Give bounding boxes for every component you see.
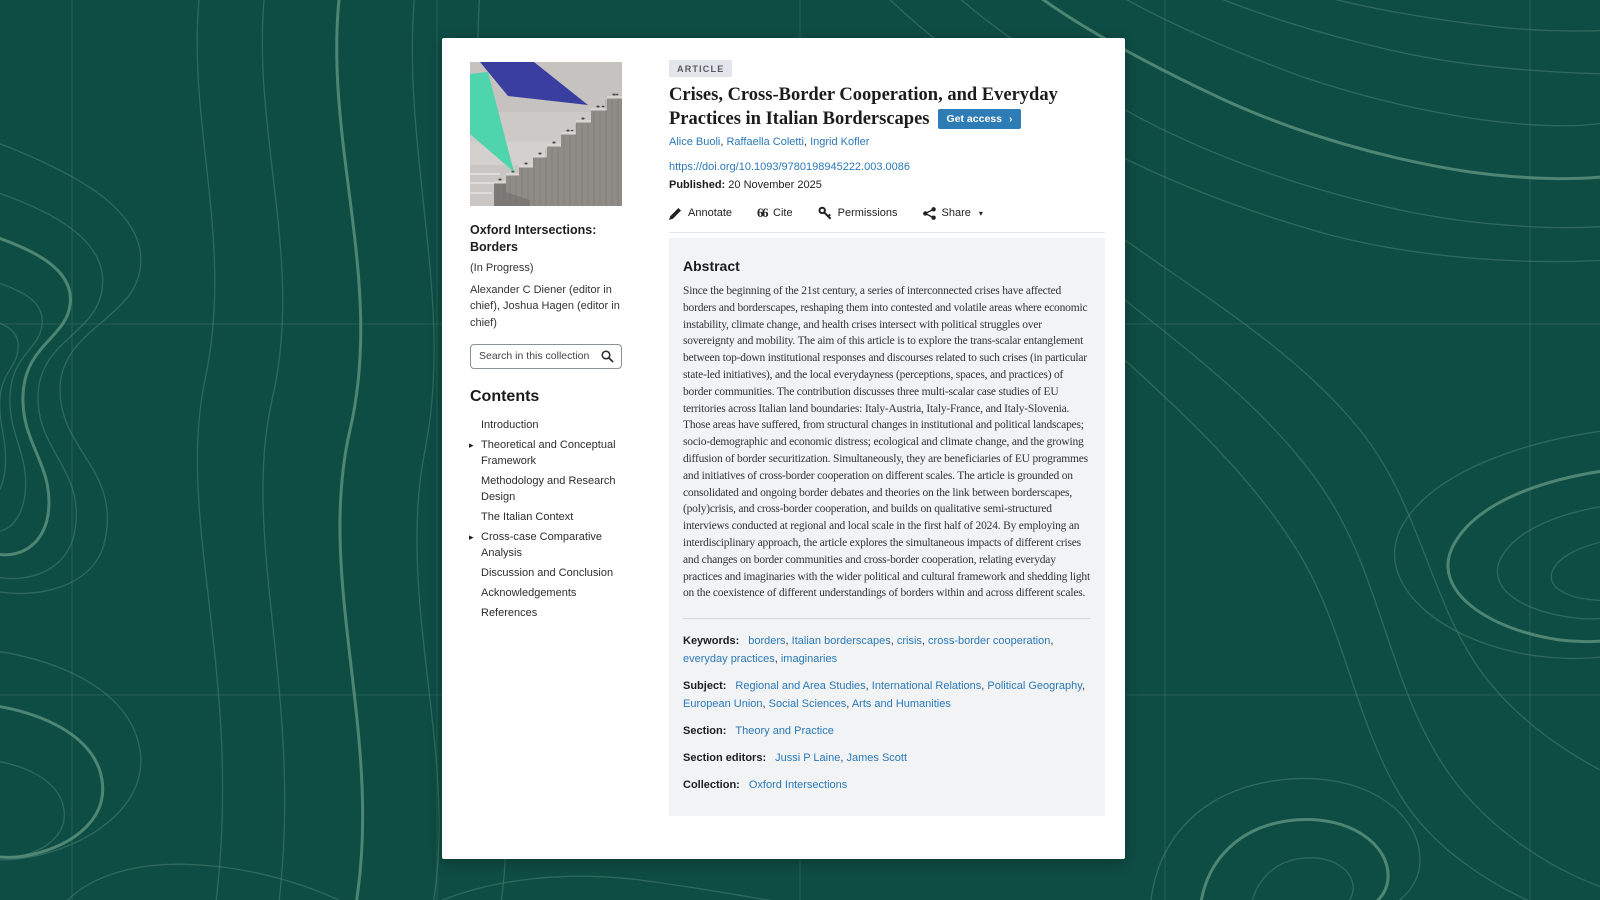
- comma-separator: ,: [774, 653, 781, 666]
- article-type-badge: ARTICLE: [669, 60, 732, 77]
- collection-label: Collection:: [683, 779, 740, 792]
- annotate-label: Annotate: [688, 207, 733, 219]
- subject-links: [683, 680, 1085, 710]
- author-list: [669, 136, 1105, 148]
- share-button[interactable]: [923, 207, 983, 220]
- toc-item[interactable]: [470, 437, 622, 469]
- published-row: [669, 179, 1105, 191]
- action-bar: [669, 206, 1105, 220]
- toc-item[interactable]: [470, 585, 622, 601]
- collection-status: (In Progress): [470, 262, 534, 274]
- share-label: Share: [941, 207, 971, 219]
- link[interactable]: borders: [748, 635, 786, 648]
- link[interactable]: Alice Buoli: [669, 136, 721, 148]
- link[interactable]: Raffaella Coletti: [726, 136, 804, 148]
- expand-arrow-icon[interactable]: ▸: [469, 531, 474, 542]
- toc-label: Discussion and Conclusion: [481, 566, 614, 579]
- link[interactable]: European Union: [683, 698, 763, 711]
- collection-editors: Alexander C Diener (editor in chief), Joshua Hagen (editor in chief): [470, 284, 620, 329]
- keywords-label: Keywords:: [683, 635, 740, 648]
- abstract-panel: [669, 238, 1105, 816]
- collection-row: [683, 776, 1091, 794]
- section-label: Section:: [683, 725, 727, 738]
- keywords-row: [683, 632, 1091, 668]
- comma-separator: ,: [762, 698, 769, 711]
- article-title: [669, 83, 1105, 131]
- toc-label: The Italian Context: [481, 510, 574, 523]
- toc-item[interactable]: [470, 565, 622, 581]
- toc-label: Theoretical and Conceptual Framework: [481, 438, 616, 467]
- collection-sidebar: [470, 62, 622, 625]
- cite-button[interactable]: [757, 207, 793, 219]
- link[interactable]: crisis: [896, 635, 922, 648]
- expand-arrow-icon[interactable]: ▸: [469, 439, 474, 450]
- link[interactable]: Arts and Humanities: [851, 698, 951, 711]
- toc-label: Acknowledgements: [481, 586, 577, 599]
- subject-label: Subject:: [683, 680, 727, 693]
- get-access-label: Get access: [946, 113, 1002, 125]
- toc-label: Methodology and Research Design: [481, 474, 616, 503]
- section-row: [683, 722, 1091, 740]
- comma-separator: ,: [803, 136, 811, 148]
- link[interactable]: International Relations: [871, 680, 982, 693]
- quote-icon: 66: [757, 205, 768, 220]
- section-editors-label: Section editors:: [683, 752, 767, 765]
- subject-row: [683, 677, 1091, 713]
- toc-item[interactable]: [470, 529, 622, 561]
- toc-item[interactable]: [470, 605, 622, 621]
- comma-separator: ,: [846, 698, 852, 711]
- link[interactable]: Jussi P Laine: [775, 752, 841, 765]
- contents-list: [470, 417, 622, 621]
- toc-item[interactable]: [470, 473, 622, 505]
- search-button[interactable]: [601, 350, 621, 363]
- published-label: Published:: [669, 179, 726, 191]
- link[interactable]: Political Geography: [987, 680, 1082, 693]
- link[interactable]: Regional and Area Studies: [735, 680, 866, 693]
- link[interactable]: James Scott: [846, 752, 908, 765]
- pencil-icon: [669, 207, 682, 220]
- comma-separator: ,: [921, 635, 929, 648]
- book-cover-image: [470, 62, 622, 206]
- link[interactable]: Social Sciences: [768, 698, 847, 711]
- search-icon: [601, 350, 614, 363]
- divider: [669, 232, 1105, 233]
- toc-label: Cross-case Comparative Analysis: [481, 530, 603, 559]
- comma-separator: ,: [890, 635, 897, 648]
- collection-search[interactable]: [470, 344, 622, 369]
- article-main: [669, 59, 1105, 816]
- permissions-button[interactable]: [818, 206, 898, 220]
- share-icon: [923, 207, 936, 220]
- chevron-right-icon: ›: [1008, 113, 1013, 125]
- toc-label: References: [481, 606, 538, 619]
- comma-separator: ,: [981, 680, 988, 693]
- key-icon: [818, 206, 832, 220]
- toc-item[interactable]: [470, 417, 622, 433]
- link[interactable]: everyday practices: [683, 653, 775, 666]
- get-access-button[interactable]: [938, 109, 1022, 129]
- abstract-text: Since the beginning of the 21st century, a series of interconnected crises have affected borders and borderscapes, reshaping them into contested and volatile areas where economic instability, climate change, and health crises intersect with political struggles over sovereignty and mobility. The aim of this article is to explore the trans-scalar entanglement between top-down institutional responses and discourses related to such crises (in particular state-led initiatives), and the local everydayness (perceptions, spaces, and practices) of border communities. The contribution discusses three multi-scalar case studies of EU territories across Italian land boundaries: Italy-Austria, Italy-France, and Italy-Slovenia. Those areas have suffered, from structural changes in institutional and political landscapes; socio-demographic and economic distress; ecological and climate change, and the growing diffusion of border securitization. Simultaneously, they are beneficiaries of EU programmes and initiatives of cross-border cooperation on different scales. The article is grounded on consolidated and ongoing border debates and theories on the link between borderscapes, (poly)crisis, and cross-border cooperation, and builds on qualitative semi-structured interviews conducted at regional and local scale in the first half of 2024. By employing an interdisciplinary approach, the article explores the simultaneous impacts of different crises and changes on border communities and cross-border cooperation, relating everyday practices and imaginaries with the wider political and cultural framework and shedding light on the coexistence of different understandings of borders within and across different scales.: [683, 285, 1090, 600]
- link[interactable]: cross-border cooperation: [928, 635, 1051, 648]
- article-title-text: Crises, Cross-Border Cooperation, and Everyday Practices in Italian Borderscapes: [669, 85, 1058, 129]
- link[interactable]: Ingrid Kofler: [810, 136, 870, 148]
- toc-item[interactable]: [470, 509, 622, 525]
- section-editors-links: [775, 752, 907, 764]
- doi-row: [669, 161, 1105, 173]
- section-editors-row: [683, 749, 1091, 767]
- abstract-heading: Abstract: [683, 258, 740, 274]
- chevron-down-icon: ▾: [978, 208, 983, 218]
- comma-separator: ,: [785, 635, 792, 648]
- collection-link[interactable]: Oxford Intersections: [748, 779, 848, 792]
- cite-label: Cite: [773, 207, 793, 219]
- article-card: [442, 38, 1125, 859]
- comma-separator: ,: [1081, 680, 1086, 693]
- section-link[interactable]: Theory and Practice: [735, 725, 834, 738]
- doi-link[interactable]: https://doi.org/10.1093/9780198945222.003.0086: [669, 161, 910, 173]
- published-date: 20 November 2025: [728, 179, 822, 191]
- comma-separator: ,: [865, 680, 872, 693]
- link[interactable]: imaginaries: [780, 653, 838, 666]
- comma-separator: ,: [1050, 635, 1054, 648]
- permissions-label: Permissions: [837, 207, 898, 219]
- contents-heading: Contents: [470, 387, 540, 405]
- divider: [683, 618, 1091, 619]
- search-input[interactable]: [471, 350, 601, 362]
- comma-separator: ,: [720, 136, 727, 148]
- annotate-button[interactable]: [669, 207, 732, 220]
- toc-label: Introduction: [481, 418, 539, 431]
- comma-separator: ,: [840, 752, 847, 765]
- link[interactable]: Italian borderscapes: [791, 635, 891, 648]
- collection-title: Oxford Intersections: Borders: [470, 223, 597, 254]
